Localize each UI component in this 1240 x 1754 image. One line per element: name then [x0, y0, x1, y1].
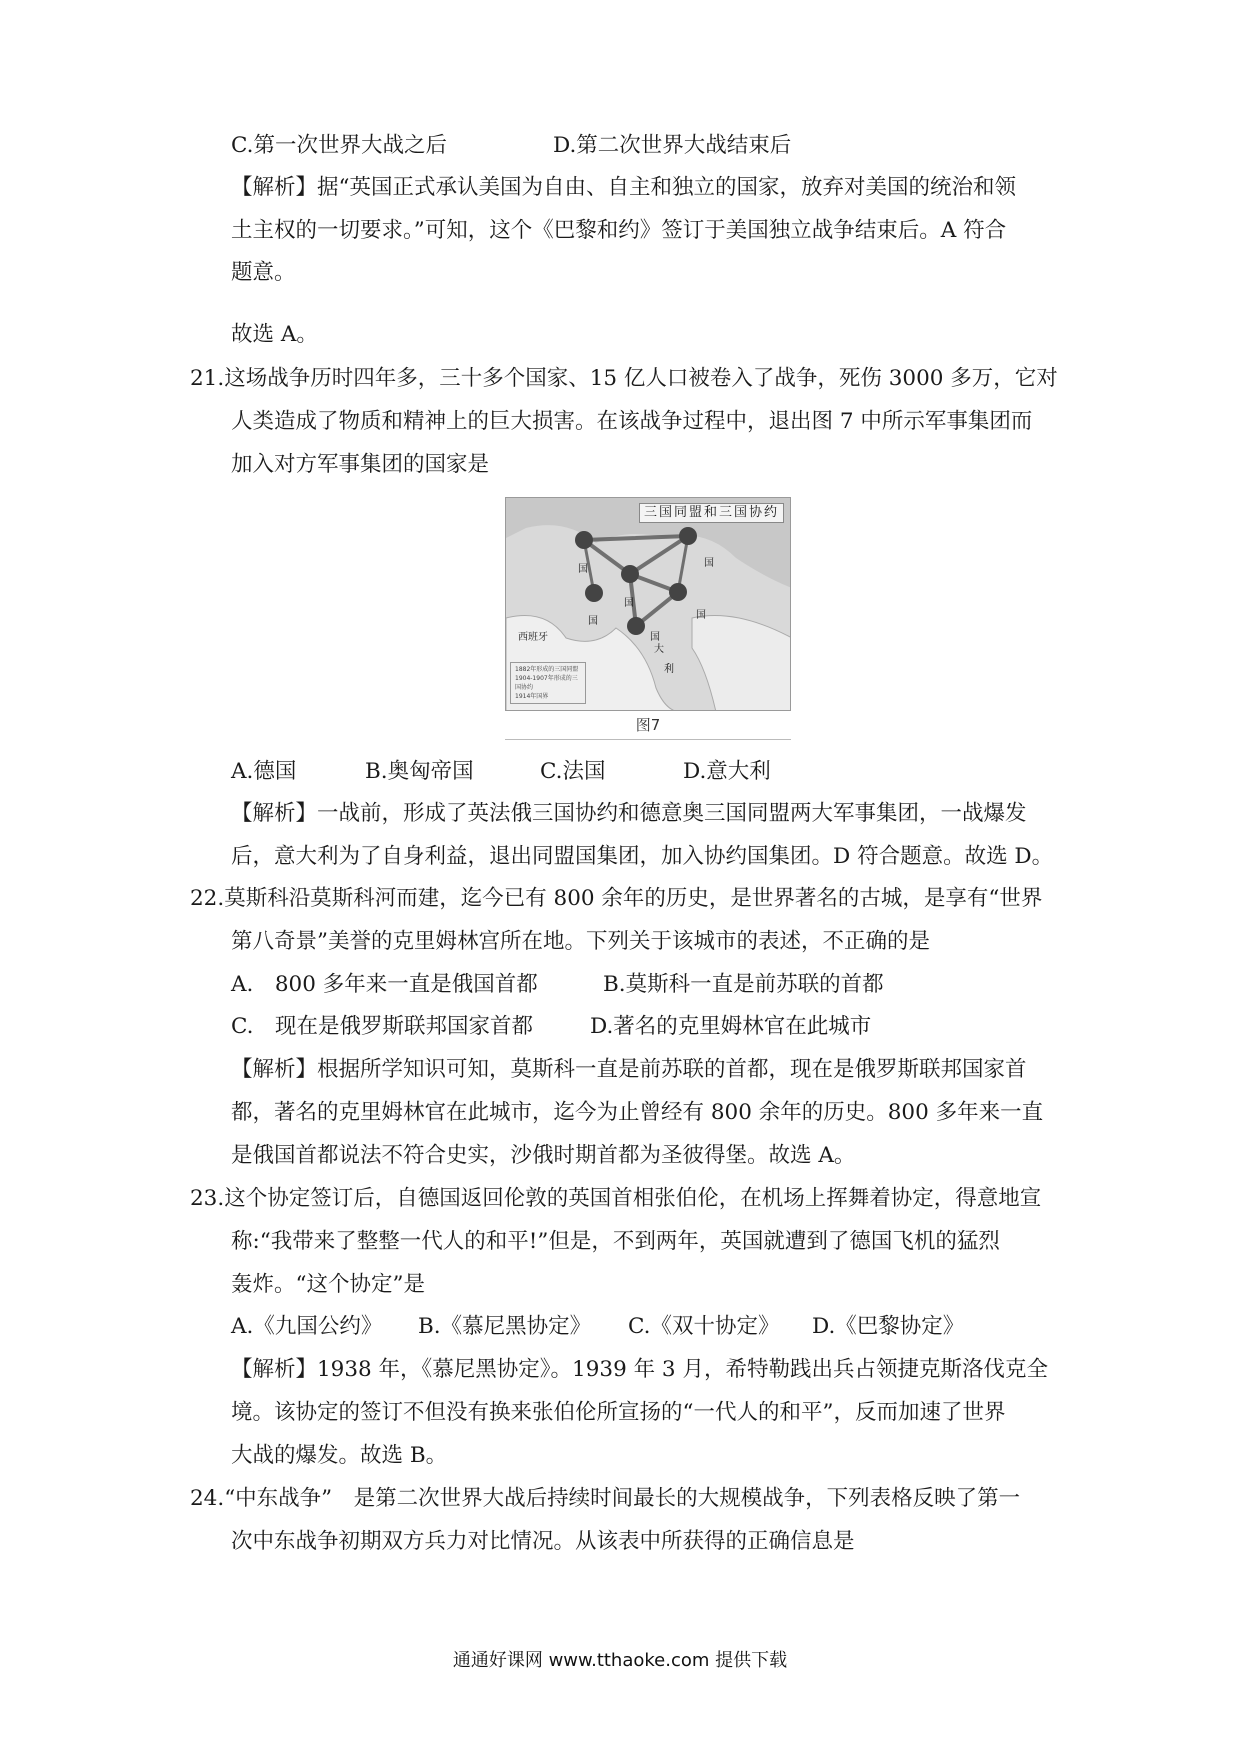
figure-caption: 图7 [505, 711, 791, 740]
q22-analysis-line-1: 【解析】根据所学知识可知，莫斯科一直是前苏联的首都，现在是俄罗斯联邦国家首 [231, 1057, 1027, 1082]
q23-analysis-line-3: 大战的爆发。故选 B。 [231, 1443, 448, 1468]
map-label: 国 [696, 610, 706, 621]
legend-entry: 1882年形成的三国同盟 [515, 666, 579, 673]
q21-option-d: D.意大利 [683, 759, 771, 784]
q22-option-a: A. 800 多年来一直是俄国首都 [231, 972, 538, 997]
q22-option-b: B.莫斯科一直是前苏联的首都 [603, 972, 884, 997]
q22-option-c: C. 现在是俄罗斯联邦国家首都 [231, 1014, 534, 1039]
legend-entry: 1914年国界 [515, 693, 549, 700]
q22-stem-line-1: 22.莫斯科沿莫斯科河而建，迄今已有 800 余年的历史，是世界著名的古城，是享有“世界 [190, 886, 1043, 911]
map-label-spain: 西班牙 [518, 632, 548, 643]
q20-analysis-line-3: 题意。 [231, 260, 296, 285]
q21-option-c: C.法国 [540, 759, 606, 784]
q21-analysis-line-2: 后，意大利为了自身利益，退出同盟国集团，加入协约国集团。D 符合题意。故选 D。 [231, 844, 1054, 869]
q20-option-c: C.第一次世界大战之后 [231, 133, 448, 158]
q23-analysis-line-1: 【解析】1938 年，《慕尼黑协定》。1939 年 3 月，希特勒践出兵占领捷克斯洛伐克全 [231, 1357, 1048, 1382]
q22-analysis-line-3: 是俄国首都说法不符合史实，沙俄时期首都为圣彼得堡。故选 A。 [231, 1143, 856, 1168]
map-label: 国 [578, 564, 588, 575]
map-label: 国 [704, 558, 714, 569]
q23-stem-line-1: 23.这个协定签订后，自德国返回伦敦的英国首相张伯伦，在机场上挥舞着协定，得意地宣 [190, 1186, 1042, 1211]
legend-entry: 1904-1907年形成的三国协约 [515, 675, 578, 691]
q23-option-a: A.《九国公约》 [231, 1314, 383, 1339]
map-title: 三国同盟和三国协约 [639, 503, 784, 523]
map-label: 国 [588, 616, 598, 627]
q20-option-d: D.第二次世界大战结束后 [553, 133, 792, 158]
q23-option-c: C.《双十协定》 [628, 1314, 780, 1339]
map-label: 国 [624, 598, 634, 609]
q20-analysis-line-1: 【解析】据“英国正式承认美国为自由、自主和独立的国家，放弃对美国的统治和领 [231, 175, 1016, 200]
q22-analysis-line-2: 都，著名的克里姆林官在此城市，迄今为止曾经有 800 余年的历史。800 多年来一直 [231, 1100, 1044, 1125]
q23-stem-line-2: 称:“我带来了整整一代人的和平!”但是，不到两年，英国就遭到了德国飞机的猛烈 [231, 1229, 1000, 1254]
q24-stem-line-2: 次中东战争初期双方兵力对比情况。从该表中所获得的正确信息是 [231, 1529, 855, 1554]
q23-option-d: D.《巴黎协定》 [812, 1314, 965, 1339]
q20-answer-line: 故选 A。 [231, 322, 318, 347]
alliance-map [505, 497, 791, 711]
q23-analysis-line-2: 境。该协定的签订不但没有换来张伯伦所宣扬的“一代人的和平”，反而加速了世界 [231, 1400, 1006, 1425]
map-label: 国 [650, 632, 660, 643]
map-legend [510, 662, 586, 704]
q23-option-b: B.《慕尼黑协定》 [418, 1314, 592, 1339]
q21-option-a: A.德国 [231, 759, 297, 784]
q21-analysis-line-1: 【解析】一战前，形成了英法俄三国协约和德意奥三国同盟两大军事集团，一战爆发 [231, 801, 1027, 826]
q21-option-b: B.奥匈帝国 [365, 759, 474, 784]
q21-stem-line-1: 21.这场战争历时四年多，三十多个国家、15 亿人口被卷入了战争，死伤 3000 多万，它对 [190, 366, 1058, 391]
page-footer: 通通好课网 www.tthaoke.com 提供下载 [452, 1650, 788, 1671]
q23-stem-line-3: 轰炸。“这个协定”是 [231, 1272, 425, 1297]
q21-stem-line-2: 人类造成了物质和精神上的巨大损害。在该战争过程中，退出图 7 中所示军事集团而 [231, 409, 1033, 434]
q22-stem-line-2: 第八奇景”美誉的克里姆林宫所在地。下列关于该城市的表述，不正确的是 [231, 929, 930, 954]
map-label: 利 [664, 664, 674, 675]
q21-stem-line-3: 加入对方军事集团的国家是 [231, 452, 490, 477]
map-label: 大 [654, 644, 664, 655]
q22-option-d: D.著名的克里姆林官在此城市 [590, 1014, 872, 1039]
q20-analysis-line-2: 土主权的一切要求。”可知，这个《巴黎和约》签订于美国独立战争结束后。A 符合 [231, 218, 1007, 243]
figure-7 [505, 497, 791, 739]
q24-stem-line-1: 24.“中东战争” 是第二次世界大战后持续时间最长的大规模战争，下列表格反映了第一 [190, 1486, 1021, 1511]
